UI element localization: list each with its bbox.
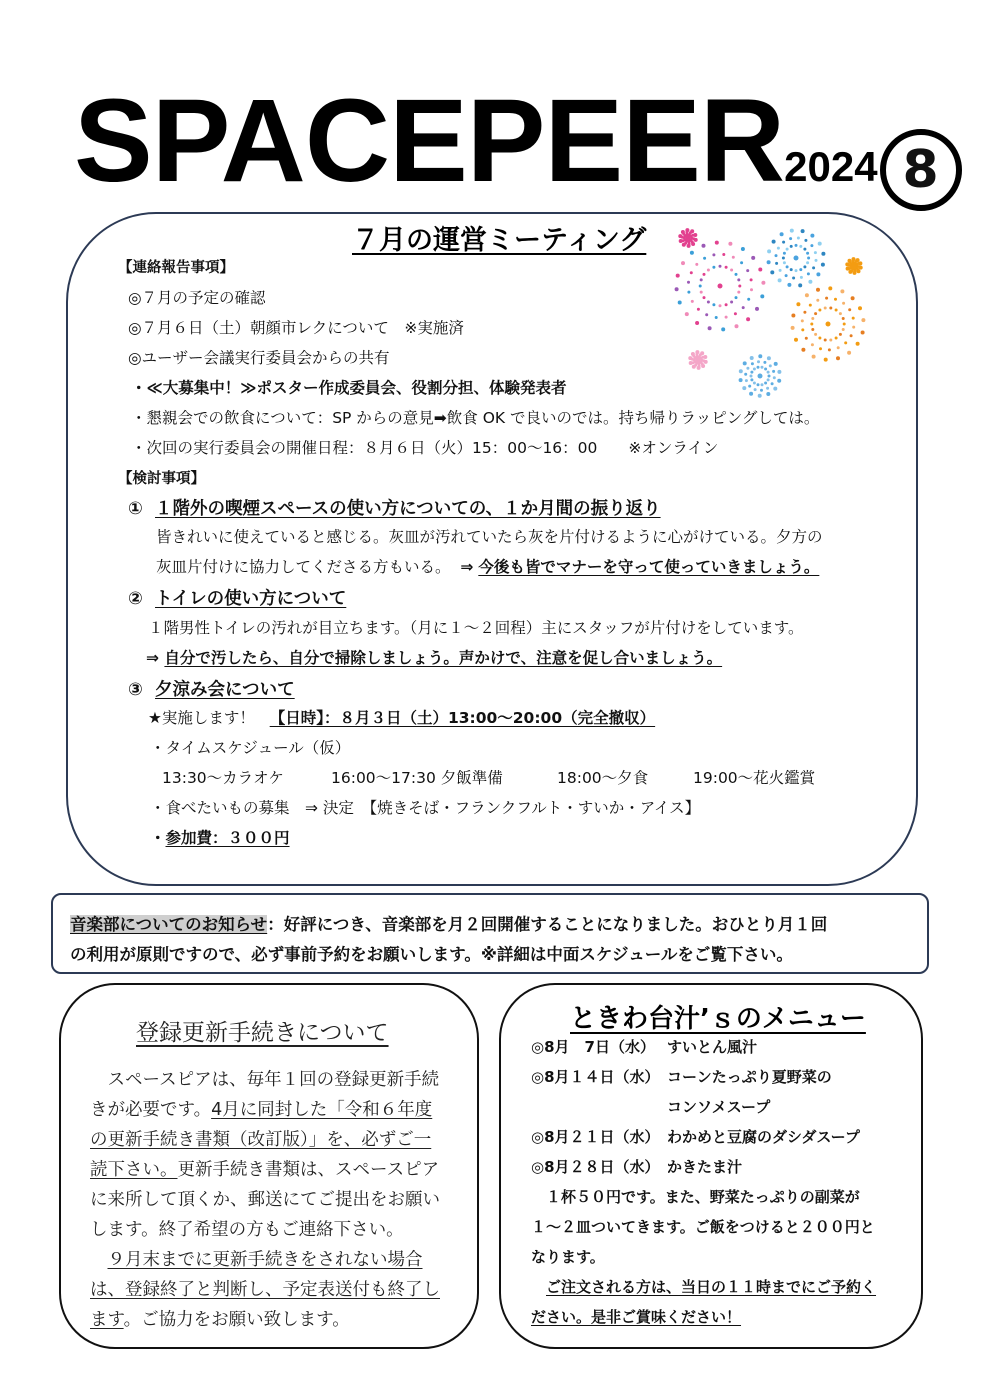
menu-info: １杯５０円です。また、野菜たっぷりの副菜が <box>546 1188 860 1206</box>
report-heading: 【連絡報告事項】 <box>118 260 234 276</box>
renewal-line <box>90 1126 431 1151</box>
renewal-text: 。ご協力をお願い致します。 <box>123 1310 350 1330</box>
music-notice-line1 <box>70 911 827 935</box>
arrow-symbol: ⇒ <box>146 649 159 667</box>
masthead <box>74 75 962 207</box>
renewal-emphasis: 4月に同封した「令和６年度 <box>211 1100 433 1120</box>
renewal-emphasis: ９月末までに更新手続きをされない場合 <box>107 1250 423 1270</box>
renewal-line <box>90 1156 439 1181</box>
menu-order-note: ださい。是非ご賞味ください！ <box>531 1308 742 1326</box>
report-item: ◎ユーザー会議実行委員会からの共有 <box>128 349 390 367</box>
issue-number-badge: 8 <box>880 129 962 211</box>
menu-item-dish: コーンたっぷり夏野菜の <box>667 1068 832 1086</box>
renewal-line <box>90 1186 440 1211</box>
report-item: ◎７月６日（土）朝顔市レクについて ※実施済 <box>128 319 464 337</box>
menu-item-date: ◎8月 7日（水） <box>531 1038 655 1056</box>
menu-order-note: ご注文される方は、当日の１１時までにご予約く <box>546 1278 877 1296</box>
menu-item-date: ◎8月２１日（水） <box>531 1128 660 1146</box>
topic2-conclusion-line <box>146 646 722 668</box>
sub-item: ・懇親会での飲食について：SP からの意見➡飲食 OK で良いのでは。持ち帰りラッピングしては。 <box>131 409 820 427</box>
masthead-title: SPACEPEER <box>74 75 785 207</box>
renewal-line <box>90 1216 404 1241</box>
schedule-item: 19:00～花火鑑賞 <box>693 769 816 787</box>
renewal-line <box>90 1306 350 1331</box>
food-poll: ・食べたいもの募集 ⇒ 決定 【焼きそば・フランクフルト・すいか・アイス】 <box>150 799 701 817</box>
renewal-emphasis: は、登録終了と判断し、予定表送付も終了し <box>90 1280 440 1300</box>
renewal-text: スペースピアは、毎年１回の登録更新手続 <box>90 1070 440 1090</box>
meeting-title: ７月の運営ミーティング <box>352 225 647 256</box>
topic1-number: ① <box>128 499 143 519</box>
music-notice-line2: の利用が原則ですので、必ず事前予約をお願いします。※詳細は中面スケジュールをご覧下さい。 <box>70 945 793 964</box>
topic2-title: トイレの使い方について <box>155 589 347 609</box>
masthead-year: 2024 <box>784 143 878 190</box>
topic1-conclusion: 今後も皆でマナーを守って使っていきましょう。 <box>478 558 820 576</box>
topic1-body: 皆きれいに使えていると感じる。灰皿が汚れていたら灰を片付けるように心がけている。夕方の <box>156 528 823 546</box>
topic3-announce: ★実施します！ <box>148 709 255 727</box>
menu-info: なります。 <box>531 1248 605 1266</box>
fee-bullet: ・ <box>150 829 166 847</box>
renewal-emphasis: ます <box>90 1310 124 1330</box>
schedule-item: 16:00～17:30 夕飯準備 <box>331 769 503 787</box>
topic3-number: ③ <box>128 680 143 700</box>
renewal-line <box>90 1276 440 1301</box>
topic2-heading <box>128 585 346 610</box>
review-heading: 【検討事項】 <box>118 471 205 487</box>
sub-item: ・次回の実行委員会の開催日程：８月６日（火）15：00～16：00 ※オンライン <box>131 439 719 457</box>
fee-line <box>150 826 290 848</box>
menu-item-dish: すいとん風汁 <box>667 1038 758 1056</box>
music-notice-text: ：好評につき、音楽部を月２回開催することになりました。おひとり月１回 <box>267 915 828 934</box>
topic1-body-2 <box>156 555 819 577</box>
topic1-heading <box>128 495 661 520</box>
renewal-line <box>90 1066 439 1091</box>
renewal-emphasis: 読下さい。 <box>90 1160 178 1180</box>
menu-item-dish: コンソメスープ <box>667 1098 771 1116</box>
renewal-text: 更新手続き書類は、スペースピア <box>177 1160 440 1180</box>
music-notice-heading: 音楽部についてのお知らせ <box>70 915 268 934</box>
schedule-heading: ・タイムスケジュール（仮） <box>150 739 351 757</box>
fireworks-illustration <box>668 224 874 402</box>
renewal-line <box>90 1246 423 1271</box>
topic1-title: １階外の喫煙スペースの使い方についての、１か月間の振り返り <box>155 499 661 519</box>
topic2-body: １階男性トイレの汚れが目立ちます。（月に１～２回程）主にスタッフが片付けをしています。 <box>148 619 804 637</box>
menu-item-date: ◎8月１４日（水） <box>531 1068 660 1086</box>
event-datetime: 【日時】：８月３日（土）13:00～20:00（完全撤収） <box>269 709 656 727</box>
report-item: ◎７月の予定の確認 <box>128 289 266 307</box>
renewal-text: に来所して頂くか、郵送にてご提出をお願い <box>90 1190 440 1210</box>
renewal-line <box>90 1096 432 1121</box>
topic2-number: ② <box>128 589 143 609</box>
topic3-announce-line <box>148 706 655 728</box>
topic2-conclusion: 自分で汚したら、自分で掃除しましょう。声かけで、注意を促し合いましょう。 <box>164 649 723 667</box>
renewal-emphasis: の更新手続き書類（改訂版）」を、必ずご一 <box>90 1130 432 1150</box>
renewal-text: します。終了希望の方もご連絡下さい。 <box>90 1220 404 1240</box>
schedule-item: 18:00～夕食 <box>557 769 649 787</box>
menu-info: １～２皿ついてきます。ご飯をつけると２００円と <box>531 1218 875 1236</box>
renewal-text: きが必要です。 <box>90 1100 212 1120</box>
menu-item-dish: かきたま汁 <box>667 1158 743 1176</box>
menu-item-date: ◎8月２８日（水） <box>531 1158 660 1176</box>
renewal-title: 登録更新手続きについて <box>136 1020 389 1046</box>
participation-fee: 参加費：３００円 <box>165 829 290 847</box>
renewal-text <box>90 1250 108 1270</box>
sub-item: ・≪大募集中！≫ポスター作成委員会、役割分担、体験発表者 <box>131 379 567 397</box>
schedule-item: 13:30～カラオケ <box>162 769 284 787</box>
menu-item-dish: わかめと豆腐のダシダスープ <box>667 1128 860 1146</box>
arrow-symbol: ⇒ <box>460 558 474 576</box>
menu-title: ときわ台汁’ｓのメニュー <box>570 1004 866 1034</box>
topic3-title: 夕涼み会について <box>155 680 295 700</box>
topic1-body-text: 灰皿片付けに協力してくださる方もいる。 <box>156 558 451 576</box>
topic3-heading <box>128 676 295 701</box>
